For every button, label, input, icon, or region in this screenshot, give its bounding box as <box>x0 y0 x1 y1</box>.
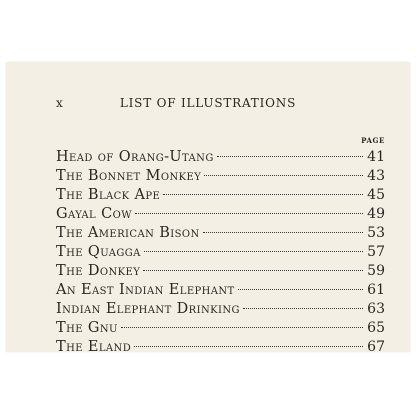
illustration-page: 57 <box>367 244 385 260</box>
illustration-page: 49 <box>367 206 385 222</box>
roman-page-number: x <box>56 96 64 110</box>
dot-leader <box>243 308 363 309</box>
dot-leader <box>163 194 363 195</box>
dot-leader <box>135 213 363 214</box>
list-item <box>56 167 385 186</box>
running-title: LIST OF ILLUSTRATIONS <box>119 96 297 110</box>
dot-leader <box>134 346 363 347</box>
list-item <box>56 338 385 357</box>
book-page <box>6 62 410 355</box>
illustration-page: 53 <box>367 225 385 241</box>
illustration-title: The Gnu <box>56 320 118 336</box>
illustration-page: 59 <box>367 263 385 279</box>
dot-leader <box>204 175 363 176</box>
page-header <box>6 96 410 112</box>
illustration-page: 67 <box>367 339 385 355</box>
illustration-page: 61 <box>367 282 385 298</box>
list-item <box>56 186 385 205</box>
list-item <box>56 205 385 224</box>
list-item <box>56 300 385 319</box>
illustration-page: 45 <box>367 187 385 203</box>
illustration-title: The Donkey <box>56 263 141 279</box>
page-column-label: PAGE <box>361 136 385 145</box>
illustration-page: 43 <box>367 168 385 184</box>
list-item <box>56 319 385 338</box>
list-item <box>56 281 385 300</box>
dot-leader <box>238 289 364 290</box>
dot-leader <box>143 270 363 271</box>
illustration-page: 65 <box>367 320 385 336</box>
illustration-title: Indian Elephant Drinking <box>56 301 240 317</box>
illustration-title: An East Indian Elephant <box>56 282 235 298</box>
dot-leader <box>144 251 363 252</box>
illustration-title: The American Bison <box>56 225 200 241</box>
list-item <box>56 243 385 262</box>
dot-leader <box>203 232 364 233</box>
illustration-title: Head of Orang-Utang <box>56 149 214 165</box>
illustration-title: The Black Ape <box>56 187 161 203</box>
illustration-title: Gayal Cow <box>56 206 132 222</box>
list-item <box>56 224 385 243</box>
dot-leader <box>121 327 363 328</box>
illustration-page: 41 <box>367 149 385 165</box>
list-item <box>56 148 385 167</box>
illustration-title: The Quagga <box>56 244 141 260</box>
list-item <box>56 262 385 281</box>
illustration-title: The Bonnet Monkey <box>56 168 202 184</box>
illustration-page: 63 <box>367 301 385 317</box>
dot-leader <box>217 156 363 157</box>
illustrations-list <box>56 148 385 357</box>
illustration-title: The Eland <box>56 339 132 355</box>
